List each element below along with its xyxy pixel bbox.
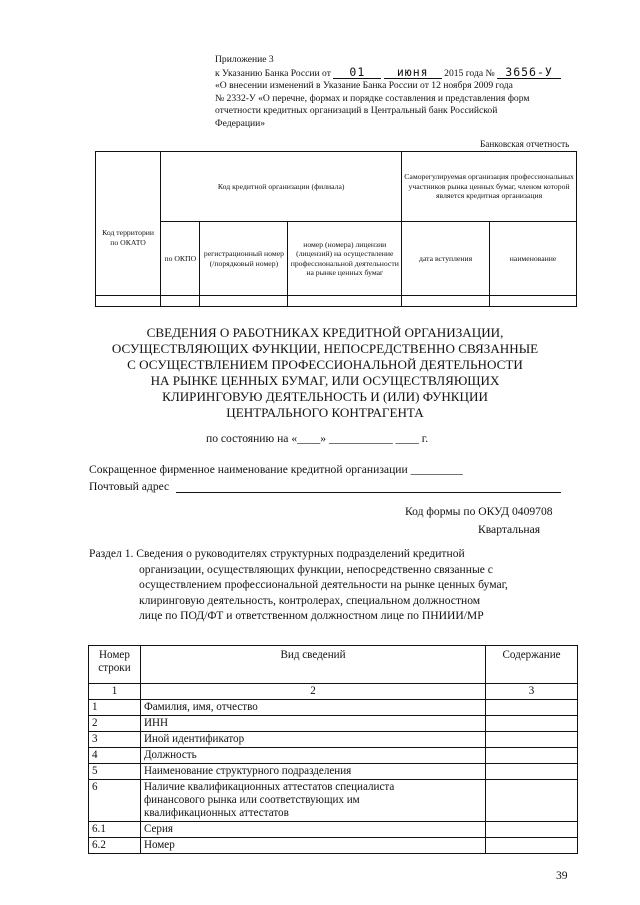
appendix-reference — [215, 54, 595, 131]
okato-cell[interactable] — [96, 296, 161, 307]
row-number: 5 — [89, 764, 141, 780]
reg-number-header: регистрационный номер (/порядковый номер) — [200, 222, 288, 296]
row-content-cell[interactable] — [486, 732, 578, 748]
entry-date-cell[interactable] — [402, 296, 490, 307]
employee-info-table — [88, 645, 578, 854]
column-number: 2 — [140, 684, 485, 700]
row-kind: Серия — [140, 822, 485, 838]
section-line: клиринговую деятельность, контролерах, специальном должностном — [139, 593, 481, 607]
row-kind: Иной идентификатор — [140, 732, 485, 748]
title-line: С ОСУЩЕСТВЛЕНИЕМ ПРОФЕССИОНАЛЬНОЙ ДЕЯТЕЛЬНОСТИ — [127, 357, 523, 372]
sro-name-cell[interactable] — [490, 296, 577, 307]
table-row — [89, 716, 578, 732]
row-number: 2 — [89, 716, 141, 732]
table-header-row — [89, 646, 578, 684]
okpo-header: по ОКПО — [161, 222, 200, 296]
column-number: 1 — [89, 684, 141, 700]
row-number-header: Номер строки — [89, 646, 141, 684]
row-content-cell[interactable] — [486, 822, 578, 838]
organization-codes-table — [95, 151, 577, 307]
sro-name-header: наименование — [490, 222, 577, 296]
table-row — [89, 764, 578, 780]
entry-date-header: дата вступления — [402, 222, 490, 296]
appendix-line-6: Федерации» — [215, 117, 266, 129]
decree-prefix: к Указанию Банка России от — [215, 67, 331, 79]
row-kind: Фамилия, имя, отчество — [140, 700, 485, 716]
short-name-field: Сокращенное фирменное наименование кредитной организации _________ — [89, 463, 463, 476]
decree-number: 3656-У — [497, 67, 561, 79]
table-row — [89, 780, 578, 822]
okato-header: Код территории по ОКАТО — [96, 152, 161, 296]
column-number: 3 — [486, 684, 578, 700]
sro-header: Саморегулируемая организация профессиональных участников рынка ценных бумаг, членом которой является кредитная организация — [402, 152, 577, 222]
reg-number-cell[interactable] — [200, 296, 288, 307]
title-line: ОСУЩЕСТВЛЯЮЩИХ ФУНКЦИИ, НЕПОСРЕДСТВЕННО СВЯЗАННЫЕ — [111, 341, 539, 356]
decree-day: 01 — [333, 67, 381, 79]
table-row — [89, 838, 578, 854]
row-content-cell[interactable] — [486, 700, 578, 716]
row-content-cell[interactable] — [486, 838, 578, 854]
section-line: организации, осуществляющих функции, непосредственно связанные с — [139, 562, 493, 576]
title-line: СВЕДЕНИЯ О РАБОТНИКАХ КРЕДИТНОЙ ОРГАНИЗАЦИИ, — [146, 325, 504, 340]
content-header: Содержание — [486, 646, 578, 684]
okpo-cell[interactable] — [161, 296, 200, 307]
appendix-line-3: «О внесении изменений в Указание Банка России от 12 ноября 2009 года — [215, 80, 513, 92]
decree-month: июня — [384, 67, 442, 79]
table-row — [89, 700, 578, 716]
row-content-cell[interactable] — [486, 716, 578, 732]
row-number: 1 — [89, 700, 141, 716]
row-content-cell[interactable] — [486, 748, 578, 764]
appendix-line-5: отчетности кредитных организаций в Центральный банк Российской — [215, 105, 498, 117]
postal-address-field — [89, 480, 561, 493]
row-number: 3 — [89, 732, 141, 748]
row-kind: Номер — [140, 838, 485, 854]
credit-org-code-header: Код кредитной организации (филиала) — [161, 152, 402, 222]
license-header: номер (номера) лицензии (лицензий) на осуществление профессиональной деятельности на рынке ценных бумаг — [288, 222, 402, 296]
kind-header: Вид сведений — [140, 646, 485, 684]
license-cell[interactable] — [288, 296, 402, 307]
row-number: 6.1 — [89, 822, 141, 838]
periodicity: Квартальная — [478, 523, 541, 536]
reporting-label: Банковская отчетность — [480, 139, 570, 149]
row-content-cell[interactable] — [486, 764, 578, 780]
as-of-date: по состоянию на «____» ___________ ____ г. — [206, 432, 429, 445]
section-line: осуществлением профессиональной деятельности на рынке ценных бумаг, — [139, 578, 508, 591]
row-kind: ИНН — [140, 716, 485, 732]
row-number: 4 — [89, 748, 141, 764]
postal-address-label: Почтовый адрес — [89, 480, 170, 493]
table-row — [89, 748, 578, 764]
row-kind: Наличие квалификационных аттестатов специалиста финансового рынка или соответствующих им квалификационных аттестатов — [140, 780, 485, 822]
appendix-line-4: № 2332-У «О перечне, формах и порядке составления и представления форм — [215, 92, 530, 104]
row-content-cell[interactable] — [486, 780, 578, 822]
row-kind: Должность — [140, 748, 485, 764]
row-number: 6.2 — [89, 838, 141, 854]
column-numbers-row — [89, 684, 578, 700]
appendix-decree-line — [215, 64, 595, 81]
title-line: ЦЕНТРАЛЬНОГО КОНТРАГЕНТА — [226, 405, 424, 420]
section-heading — [89, 546, 589, 624]
decree-year: 2015 года № — [444, 67, 495, 79]
section-line: лице по ПОД/ФТ и ответственном должностном лице по ПНИИИ/МР — [139, 609, 484, 622]
table-row — [89, 822, 578, 838]
table-row — [89, 732, 578, 748]
section-line: Раздел 1. Сведения о руководителях структурных подразделений кредитной — [89, 547, 465, 560]
appendix-title: Приложение 3 — [215, 54, 274, 65]
page-number: 39 — [556, 869, 568, 882]
row-number: 6 — [89, 780, 141, 822]
title-line: КЛИРИНГОВУЮ ДЕЯТЕЛЬНОСТЬ И (ИЛИ) ФУНКЦИИ — [162, 389, 488, 404]
row-kind: Наименование структурного подразделения — [140, 764, 485, 780]
okud-code: Код формы по ОКУД 0409708 — [405, 505, 553, 518]
title-line: НА РЫНКЕ ЦЕННЫХ БУМАГ, ИЛИ ОСУЩЕСТВЛЯЮЩИХ — [150, 373, 500, 388]
document-title — [100, 325, 550, 421]
postal-address-line[interactable] — [176, 481, 561, 493]
